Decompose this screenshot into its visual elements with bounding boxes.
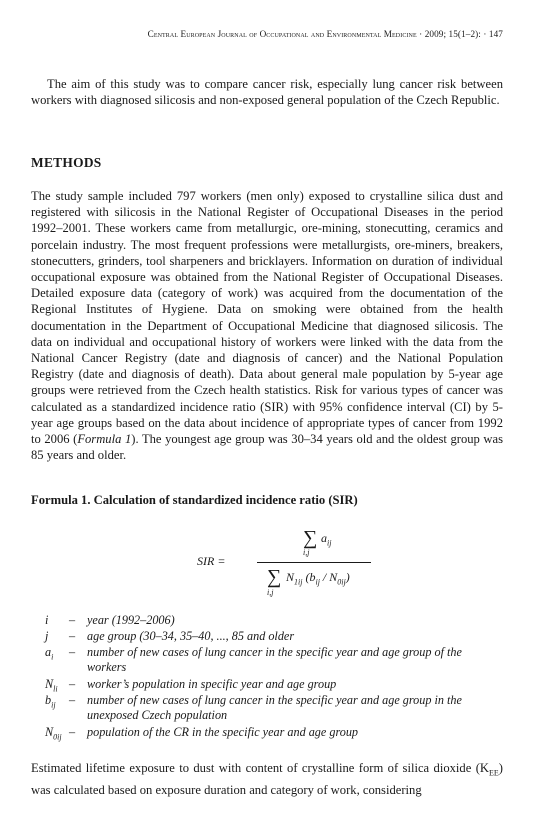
denominator: $N_{1ij}$ $(b_{ij} / N_{0ij})$ [286,570,350,587]
closing-paragraph: Estimated lifetime exposure to dust with content of crystalline form of silica dioxide $(K_{EE})$ was calculated based on exposure duration and category of work, considering [31,761,503,797]
numerator: $a_{ij}$ [321,531,332,548]
sum-index-numerator: i,j [303,548,310,557]
fraction-bar [257,562,371,563]
issue-info: · 2009; 15(1–2): · 147 [419,29,503,39]
formula-lhs: SIR = [197,554,226,568]
formula-reference: Formula 1 [77,432,132,447]
methods-text-2: ). The youngest age group was 30–34 years old and the oldest group was 85 years and older. [31,432,503,463]
formula-title: Formula 1. Calculation of standardized incidence ratio (SIR) [31,493,358,507]
running-header [31,29,503,39]
methods-heading: METHODS [31,155,102,170]
sum-index-denominator: i,j [267,588,274,597]
sir-formula [197,526,397,606]
journal-name: Central European Journal of Occupational and Environmental Medicine [147,29,417,39]
intro-paragraph: The aim of this study was to compare cancer risk, especially lung cancer risk between workers with diagnosed silicosis and non-exposed general population of the Czech Republic. [31,77,503,108]
sum-symbol-denominator: ∑ [267,566,282,588]
sum-symbol-numerator: ∑ [303,527,318,549]
methods-paragraph [31,188,503,463]
methods-text-1: The study sample included 797 workers (men only) exposed to crystalline silica dust and registered with silicosis in the National Register of Occupational Diseases in the period 1992–2001. These workers came from metallurgic, ore-mining, stonecutting, ceramics and porcelain industry. The most frequent professions were metallurgists, ore-miners, breakers, stonecutters, grinders, tool sharpeners and bricklayers. Information on duration of individual occupational exposure was obtained from the National Register of Occupational Diseases. Detailed exposure data (category of work) was acquired from the documentation of the Regional Institutes of Hygiene. Data on smoking were obtained from the health documentation in the Department of Occupational Medicine that diagnosed silicosis. The data on individual and occupational history of workers were linked with the data from the National Cancer Registry (date and diagnosis of cancer) and the National Population Registry (date and diagnosis of death). Data about general male population by 5-year age groups were retrieved from the Czech health statistics. Risk for various types of cancer was calculated as a standardized incidence ratio (SIR) with 95% confidence interval (CI) by 5-year age groups based on the data about incidence of appropriate types of cancer from 1992 to 2006 ( [31,189,503,447]
